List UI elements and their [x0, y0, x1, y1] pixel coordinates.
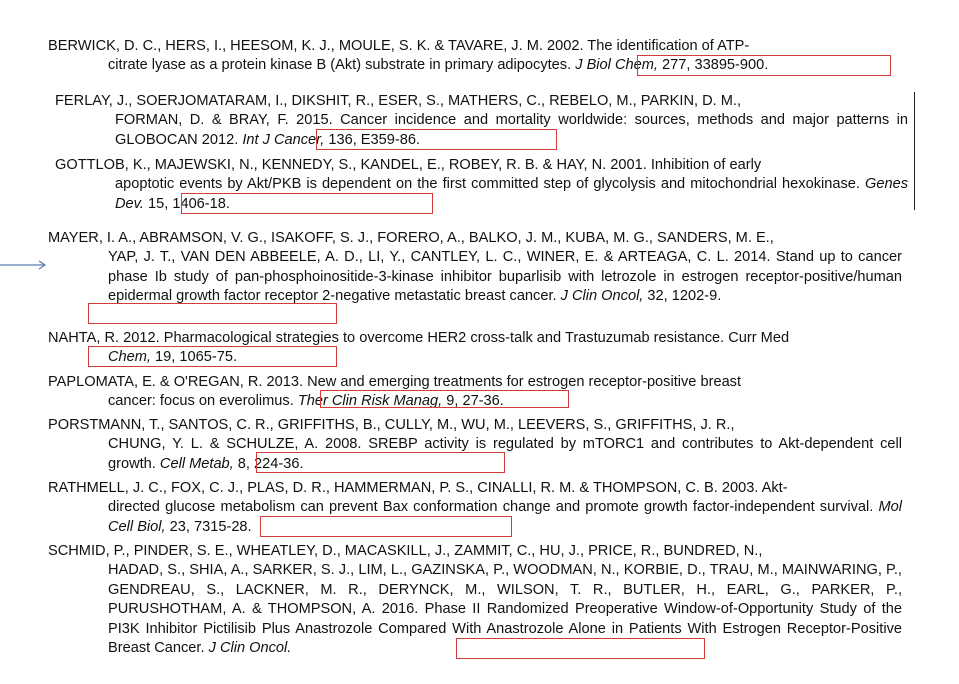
reference-nahta — [48, 329, 902, 368]
reference-first-line: NAHTA, R. 2012. Pharmacological strategies to overcome HER2 cross-talk and Trastuzumab resistance. Curr Med — [48, 330, 790, 346]
citation-volume-pages: 23, 7315-28. — [165, 518, 252, 535]
reference-first-line: SCHMID, P., PINDER, S. E., WHEATLEY, D., MACASKILL, J., ZAMMIT, C., HU, J., PRICE, R., BUNDRED, N., — [48, 543, 763, 559]
reference-body: HADAD, S., SHIA, A., SARKER, S. J., LIM, L., GAZINSKA, P., WOODMAN, N., KORBIE, D., TRAU, M., MAINWARING, P., GENDREAU, S., LACKNER, M. R., DERYNCK, M., WILSON, T. R., BUTLER, H., EARL, G., PARKER, P., PURUSHOTHAM, A. & THOMPSON, A. 2016. Phase II Randomized Preoperative Window-of-Opportunity Study of the PI3K Inhibitor Pictilisib Plus Anastrozole Compared With Anastrozole Alone in Patients With Estrogen Receptor-Positive Breast Cancer. — [108, 562, 902, 657]
reference-first-line: RATHMELL, J. C., FOX, C. J., PLAS, D. R., HAMMERMAN, P. S., CINALLI, R. M. & THOMPSON, C. B. 2003. Akt- — [48, 480, 788, 496]
reference-paplomata — [48, 373, 902, 412]
reference-first-line: BERWICK, D. C., HERS, I., HEESOM, K. J., MOULE, S. K. & TAVARE, J. M. 2002. The identification of ATP- — [48, 38, 750, 54]
journal-name: J Biol Chem, — [575, 57, 658, 74]
citation-volume-pages: 9, 27-36. — [442, 393, 504, 410]
reference-first-line: MAYER, I. A., ABRAMSON, V. G., ISAKOFF, S. J., FORERO, A., BALKO, J. M., KUBA, M. G., SANDERS, M. E., — [48, 230, 774, 246]
journal-name: Genes Dev. — [115, 176, 908, 212]
citation-volume-pages: 32, 1202-9. — [643, 288, 722, 305]
citation-volume-pages: 15, 1406-18. — [143, 195, 230, 212]
reference-body: FORMAN, D. & BRAY, F. 2015. Cancer incidence and mortality worldwide: sources, methods and major patterns in GLOBOCAN 2012. — [115, 112, 908, 148]
reference-body: directed glucose metabolism can prevent Bax conformation change and promote growth factor-independent survival. — [108, 499, 874, 516]
arrow-right-icon — [0, 258, 48, 272]
reference-gottlob — [55, 156, 908, 214]
reference-first-line: GOTTLOB, K., MAJEWSKI, N., KENNEDY, S., KANDEL, E., ROBEY, R. B. & HAY, N. 2001. Inhibition of early — [55, 157, 762, 173]
reference-body: CHUNG, Y. L. & SCHULZE, A. 2008. SREBP activity is regulated by mTORC1 and contributes to Akt-dependent cell growth. — [108, 436, 902, 472]
reference-first-line: PAPLOMATA, E. & O'REGAN, R. 2013. New and emerging treatments for estrogen receptor-positive breast — [48, 374, 742, 390]
citation-volume-pages: 19, 1065-75. — [150, 349, 237, 366]
reference-first-line: FERLAY, J., SOERJOMATARAM, I., DIKSHIT, R., ESER, S., MATHERS, C., REBELO, M., PARKIN, D. M., — [55, 93, 742, 109]
reference-rathmell — [48, 479, 902, 537]
journal-name: Chem, — [108, 349, 151, 366]
reference-porstmann — [48, 416, 902, 474]
reference-berwick — [48, 37, 902, 76]
citation-volume-pages: 8, 224-36. — [233, 455, 304, 472]
journal-name: Ther Clin Risk Manag, — [297, 393, 443, 410]
journal-name: Int J Cancer, — [242, 131, 325, 148]
reference-body: apoptotic events by Akt/PKB is dependent on the first committed step of glycolysis and mitochondrial hexokinase. — [115, 176, 860, 193]
reference-schmid — [48, 542, 902, 658]
journal-name: J Clin Oncol, — [560, 288, 644, 305]
reference-body: citrate lyase as a protein kinase B (Akt) substrate in primary adipocytes. — [108, 57, 572, 74]
reference-body: YAP, J. T., VAN DEN ABBEELE, A. D., LI, Y., CANTLEY, L. C., WINER, E. & ARTEAGA, C. L. 2014. Stand up to cancer phase Ib study of pan-phosphoinositide-3-kinase inhibitor buparlisib with letrozole in estrogen receptor-positive/human epidermal growth factor receptor 2-negative metastatic breast cancer. — [108, 249, 902, 305]
citation-volume-pages: 136, E359-86. — [324, 131, 421, 148]
reference-first-line: PORSTMANN, T., SANTOS, C. R., GRIFFITHS, B., CULLY, M., WU, M., LEEVERS, S., GRIFFITHS, J. R., — [48, 417, 735, 433]
reference-mayer — [48, 229, 902, 307]
journal-name: J Clin Oncol. — [208, 640, 292, 657]
margin-change-bar — [914, 92, 915, 210]
journal-name: Cell Metab, — [159, 455, 234, 472]
citation-volume-pages: 277, 33895-900. — [657, 57, 769, 74]
journal-name: Mol Cell Biol, — [108, 499, 902, 535]
reference-body: cancer: focus on everolimus. — [108, 393, 294, 410]
reference-ferlay — [55, 92, 908, 150]
